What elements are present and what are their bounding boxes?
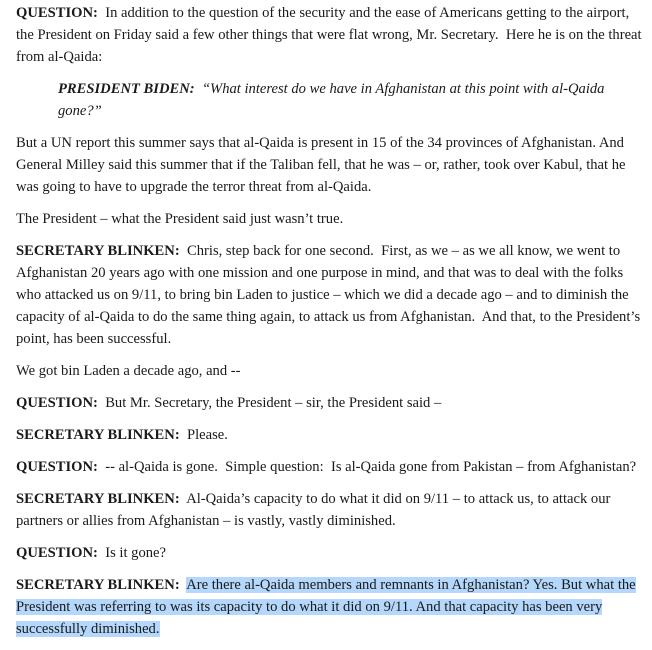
paragraph-blinken-capacity[interactable] <box>16 488 646 532</box>
paragraph-president-not-true[interactable] <box>16 208 646 230</box>
speaker-label: SECRETARY BLINKEN: <box>16 577 180 593</box>
transcript <box>16 2 646 650</box>
paragraph-question-security[interactable] <box>16 2 646 68</box>
paragraph-bin-laden[interactable] <box>16 360 646 382</box>
paragraph-question-is-it-gone[interactable] <box>16 542 646 564</box>
paragraph-blinken-please[interactable] <box>16 424 646 446</box>
paragraph-text: We got bin Laden a decade ago, and -- <box>16 363 241 379</box>
paragraph-un-report[interactable] <box>16 132 646 198</box>
selected-text-highlight[interactable]: Are there al-Qaida members and remnants in Afghanistan? Yes. But what the President was referring to was its capacity to do what it did on 9/11. And that capacity has been very successfully diminished. <box>16 577 636 637</box>
paragraph-text: Al-Qaida’s capacity to do what it did on 9/11 – to attack us, to attack our partners or allies from Afghanistan – is vastly, vastly diminished. <box>16 491 615 529</box>
speaker-label: PRESIDENT BIDEN: <box>58 81 195 97</box>
paragraph-blinken-step-back[interactable] <box>16 240 646 350</box>
paragraph-text: Chris, step back for one second. First, as we – as we all know, we went to Afghanistan 20 years ago with one mission and one purpose in mind, and that was to deal with the folks who attacked us on 9/11, to bring bin Laden to justice – which we did a decade ago – and to diminish the capacity of al-Qaida to do the same thing again, to attack us from Afghanistan. And that, to the President’s point, has been successful. <box>16 243 644 347</box>
paragraph-question-gone[interactable] <box>16 456 646 478</box>
speaker-label: QUESTION: <box>16 395 98 411</box>
paragraph-text: -- al-Qaida is gone. Simple question: Is al-Qaida gone from Pakistan – from Afghanistan? <box>97 459 637 475</box>
speaker-label: QUESTION: <box>16 459 98 475</box>
paragraph-question-but[interactable] <box>16 392 646 414</box>
paragraph-text: But Mr. Secretary, the President – sir, the President said – <box>97 395 442 411</box>
speaker-label: SECRETARY BLINKEN: <box>16 427 180 443</box>
quote-president-biden[interactable] <box>58 78 646 122</box>
speaker-label: QUESTION: <box>16 5 98 21</box>
speaker-label: SECRETARY BLINKEN: <box>16 491 180 507</box>
speaker-label: SECRETARY BLINKEN: <box>16 243 180 259</box>
quote-text: “What interest do we have in Afghanistan at this point with al-Qaida gone?” <box>58 81 609 119</box>
paragraph-text: But a UN report this summer says that al-Qaida is present in 15 of the 34 provinces of Afghanistan. And General Milley said this summer that if the Taliban fell, that he was – or, rather, took over Kabul, that he was going to have to upgrade the terror threat from al-Qaida. <box>16 135 626 195</box>
speaker-label: QUESTION: <box>16 545 98 561</box>
paragraph-text: Is it gone? <box>97 545 166 561</box>
paragraph-text: Please. <box>179 427 228 443</box>
paragraph-blinken-remnants[interactable] <box>16 574 646 640</box>
paragraph-text: The President – what the President said just wasn’t true. <box>16 211 344 227</box>
paragraph-text: In addition to the question of the security and the ease of Americans getting to the airport, the President on Friday said a few other things that were flat wrong, Mr. Secretary. Here he is on the threat from al-Qaida: <box>16 5 646 65</box>
